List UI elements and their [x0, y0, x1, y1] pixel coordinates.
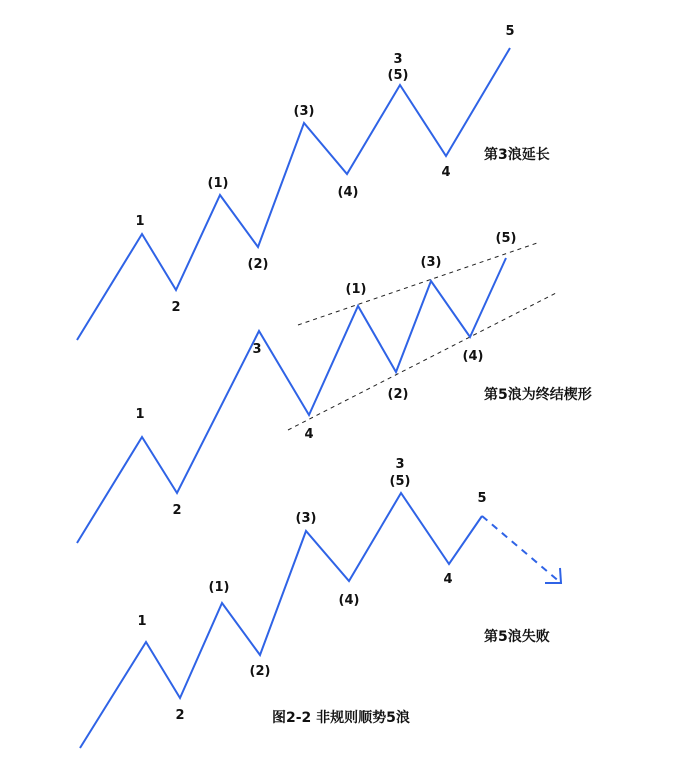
wave-label: (2) [247, 257, 269, 272]
wave-label: 1 [137, 614, 147, 629]
wave-label: 4 [441, 165, 451, 180]
wave-label: 4 [443, 572, 453, 587]
wave-label: 1 [135, 214, 145, 229]
wave-label: 1 [135, 407, 145, 422]
diagram-wave3-extension [77, 24, 550, 340]
wave-label: (1) [208, 580, 230, 595]
diagram-ending-wedge [77, 231, 593, 543]
figure-title: 图2-2 非规则顺势5浪 [272, 710, 410, 726]
wave-label: (5) [389, 474, 411, 489]
wave-label: 2 [175, 708, 185, 723]
wave-label: (1) [345, 282, 367, 297]
wave-label: (2) [249, 664, 271, 679]
wave-label: 2 [172, 503, 182, 518]
diagram-failed-fifth [80, 457, 561, 748]
wave-path-1 [77, 48, 510, 340]
wave-label: (4) [338, 593, 360, 608]
wedge-lower-line [288, 293, 556, 430]
wave-label: 2 [171, 300, 181, 315]
wave-label: (2) [387, 387, 409, 402]
wave-label: (3) [420, 255, 442, 270]
wave-label: (4) [462, 349, 484, 364]
wave-label: 3 [252, 342, 262, 357]
diagram-caption: 第3浪延长 [484, 147, 550, 163]
wave-label: 5 [505, 24, 515, 39]
wave-label: (5) [387, 68, 409, 83]
diagram-caption: 第5浪失败 [484, 629, 550, 645]
failure-continuation [482, 516, 561, 583]
diagram-caption: 第5浪为终结楔形 [484, 387, 592, 403]
wave-label: (5) [495, 231, 517, 246]
wave-label: (4) [337, 185, 359, 200]
wave-label: 3 [393, 52, 403, 67]
wave-label: 4 [304, 427, 314, 442]
wave-label: 3 [395, 457, 405, 472]
wave-label: 5 [477, 491, 487, 506]
wave-label: (3) [295, 511, 317, 526]
wave-path-2 [77, 258, 506, 543]
wave-label: (3) [293, 104, 315, 119]
wave-label: (1) [207, 176, 229, 191]
